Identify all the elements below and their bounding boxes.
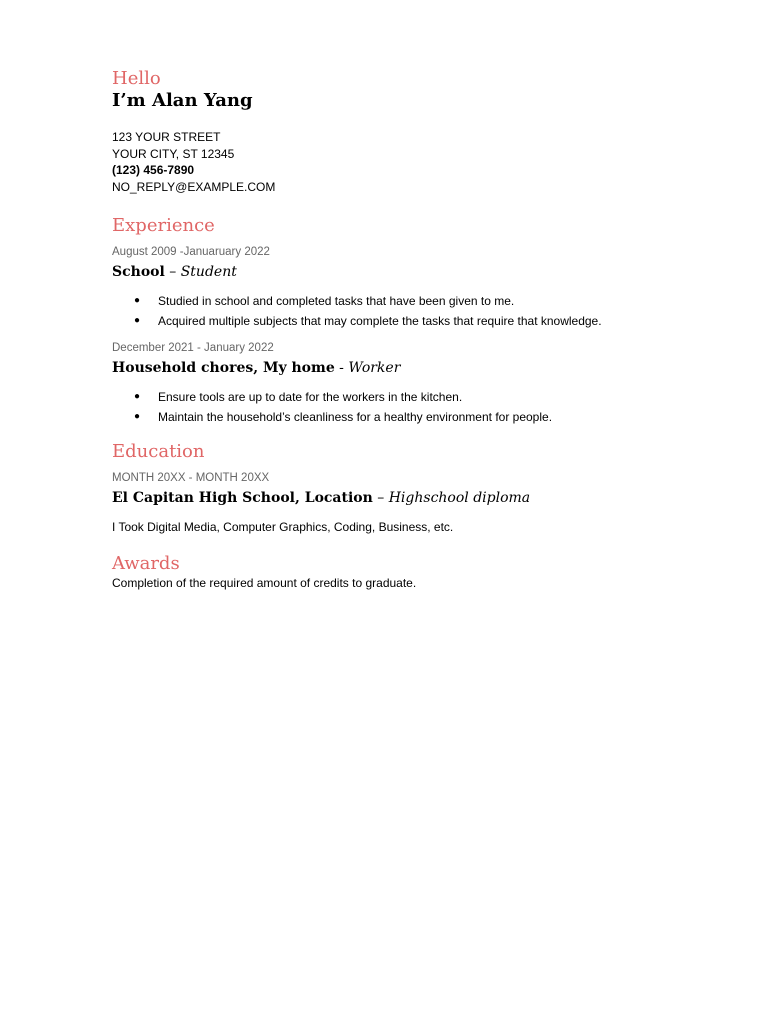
- greeting-heading: Hello: [112, 68, 161, 89]
- experience-org: School: [112, 264, 165, 280]
- bullet-icon: ●: [134, 315, 141, 326]
- contact-block: [112, 129, 712, 195]
- address-line2: YOUR CITY, ST 12345: [112, 146, 235, 161]
- experience-entry: [112, 245, 712, 331]
- bullet-icon: ●: [134, 295, 141, 306]
- list-item: [112, 407, 712, 427]
- experience-bullet-list: [112, 387, 712, 427]
- resume-page: [112, 68, 712, 591]
- experience-dates: December 2021 - January 2022: [112, 342, 274, 354]
- awards-description: Completion of the required amount of credits to graduate.: [112, 576, 417, 590]
- education-heading: Education: [112, 441, 205, 462]
- phone-number: (123) 456-7890: [112, 163, 195, 177]
- list-item: [112, 311, 712, 331]
- education-separator: –: [372, 490, 389, 506]
- bullet-text: Studied in school and completed tasks that have been given to me.: [158, 294, 515, 308]
- bullet-icon: ●: [134, 391, 141, 402]
- experience-separator: -: [334, 360, 349, 376]
- experience-entry: [112, 341, 712, 427]
- address-line1: 123 YOUR STREET: [112, 130, 221, 144]
- experience-role: Worker: [348, 360, 401, 376]
- education-school: El Capitan High School, Location: [112, 490, 373, 506]
- list-item: [112, 291, 712, 311]
- list-item: [112, 387, 712, 407]
- awards-heading: Awards: [112, 553, 180, 574]
- education-school-line: [112, 489, 712, 507]
- experience-role-line: [112, 263, 712, 281]
- bullet-text: Maintain the household’s cleanliness for a healthy environment for people.: [158, 410, 553, 424]
- experience-bullet-list: [112, 291, 712, 331]
- education-degree: Highschool diploma: [388, 490, 531, 506]
- bullet-text: Acquired multiple subjects that may complete the tasks that require that knowledge.: [158, 314, 602, 328]
- bullet-icon: ●: [134, 411, 141, 422]
- experience-heading: Experience: [112, 215, 215, 236]
- name-heading: I’m Alan Yang: [112, 90, 253, 111]
- experience-role-line: [112, 359, 712, 377]
- experience-role: Student: [180, 264, 237, 280]
- experience-separator: –: [164, 264, 181, 280]
- experience-dates: August 2009 -Januaruary 2022: [112, 246, 270, 258]
- email-address: NO_REPLY@EXAMPLE.COM: [112, 179, 276, 194]
- bullet-text: Ensure tools are up to date for the workers in the kitchen.: [158, 390, 463, 404]
- experience-org: Household chores, My home: [112, 360, 335, 376]
- education-dates: MONTH 20XX - MONTH 20XX: [112, 472, 270, 484]
- education-entry: [112, 471, 712, 535]
- education-description: I Took Digital Media, Computer Graphics, Coding, Business, etc.: [112, 520, 454, 534]
